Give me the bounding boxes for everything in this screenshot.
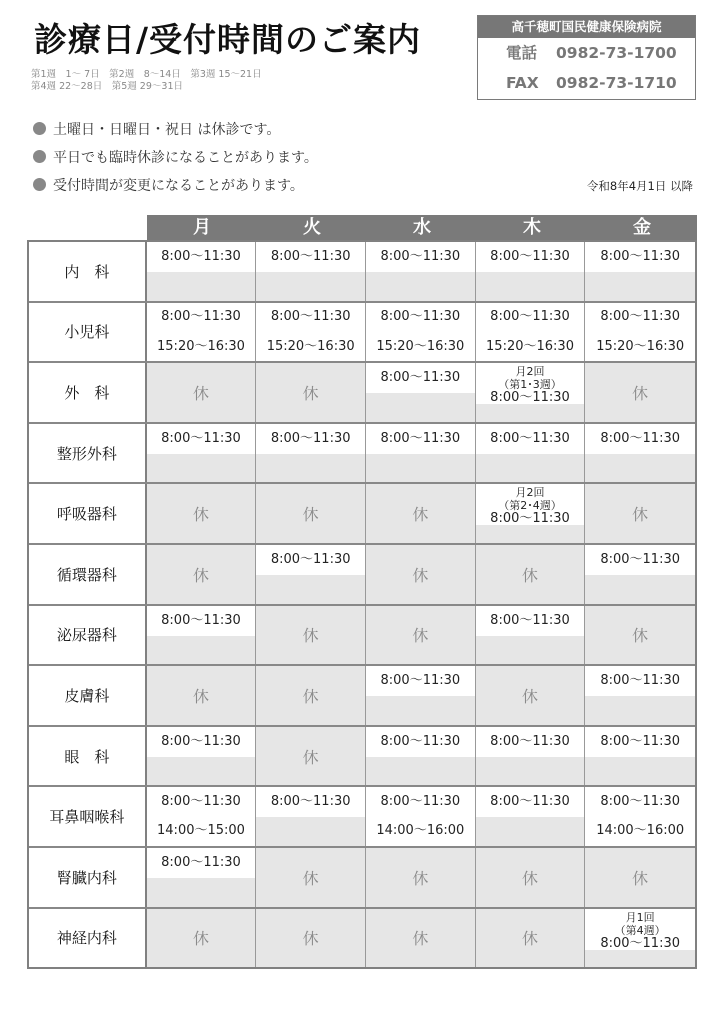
- table-row: [29, 604, 695, 665]
- closed-cell: 休: [366, 909, 476, 968]
- hours-cell: [366, 666, 476, 725]
- hours-text: 8:00～11:30: [600, 673, 681, 689]
- closed-cell: 休: [147, 484, 257, 543]
- department-name: 神経内科: [29, 909, 147, 968]
- bullet-icon: [33, 178, 46, 191]
- hours-text: 8:00～11:30: [161, 733, 241, 749]
- closed-cell: 休: [147, 666, 257, 725]
- hours-text: 15:20～16:30: [266, 338, 355, 354]
- hours-cell: [585, 242, 695, 301]
- closed-cell: 休: [476, 909, 586, 968]
- department-name: 腎臓内科: [29, 848, 147, 907]
- bullet-icon: [33, 122, 46, 135]
- closed-cell: 休: [256, 363, 366, 422]
- hours-cell: [585, 545, 695, 604]
- closed-cell: 休: [256, 606, 366, 665]
- hours-text: 8:00～11:30: [600, 430, 681, 446]
- hours-cell: [256, 787, 366, 846]
- hours-cell: [476, 606, 586, 665]
- hours-cell: [147, 787, 257, 846]
- closed-cell: 休: [256, 484, 366, 543]
- hours-text: 8:00～11:30: [380, 733, 461, 749]
- hours-cell: [147, 424, 257, 483]
- phone-line: [478, 38, 695, 68]
- hours-cell: [476, 363, 586, 422]
- hours-text: （第1･3週）: [498, 378, 562, 392]
- schedule-rows: [27, 240, 697, 969]
- hours-text: 15:20～16:30: [376, 338, 465, 354]
- table-row: [29, 422, 695, 483]
- fax-label: FAX: [506, 74, 539, 92]
- closed-cell: 休: [256, 727, 366, 786]
- hours-text: 14:00～16:00: [376, 823, 465, 839]
- hours-text: 8:00～11:30: [270, 551, 351, 567]
- closed-cell: 休: [366, 545, 476, 604]
- closed-cell: 休: [366, 484, 476, 543]
- notice-list: [33, 118, 318, 202]
- weekday-header-cell: 月: [193, 217, 211, 238]
- closed-cell: 休: [585, 848, 695, 907]
- closed-cell: 休: [147, 363, 257, 422]
- hours-text: 8:00～11:30: [380, 370, 461, 386]
- hours-text: 8:00～11:30: [490, 249, 570, 264]
- table-row: [29, 907, 695, 968]
- week-line-1: 第1週 1～ 7日 第2週 8～14日 第3週 15～21日: [31, 69, 262, 80]
- hours-text: 8:00～11:30: [490, 511, 570, 527]
- week-line-2: 第4週 22～28日 第5週 29～31日: [31, 81, 183, 92]
- hours-cell: [585, 303, 695, 362]
- hours-text: 14:00～15:00: [157, 823, 245, 839]
- hours-text: 月1回: [625, 910, 655, 924]
- department-name: 眼 科: [29, 727, 147, 786]
- hours-cell: [585, 666, 695, 725]
- hours-text: 8:00～11:30: [600, 733, 681, 749]
- phone-number: 0982-73-1700: [556, 44, 677, 62]
- closed-cell: 休: [147, 909, 257, 968]
- hours-text: 8:00～11:30: [161, 854, 241, 870]
- closed-cell: 休: [256, 909, 366, 968]
- hours-cell: [147, 848, 257, 907]
- notice-item: 受付時間が変更になることがあります。: [33, 174, 318, 202]
- hours-cell: [256, 303, 366, 362]
- department-name: 整形外科: [29, 424, 147, 483]
- hours-cell: [476, 424, 586, 483]
- hours-text: 8:00～11:30: [380, 793, 461, 809]
- hours-text: 8:00～11:30: [161, 309, 241, 325]
- department-name: 泌尿器科: [29, 606, 147, 665]
- table-row: [29, 664, 695, 725]
- hours-text: （第4週）: [614, 923, 666, 937]
- hours-cell: [476, 787, 586, 846]
- hours-text: 8:00～11:30: [270, 794, 351, 810]
- hours-cell: [256, 545, 366, 604]
- closed-cell: 休: [476, 848, 586, 907]
- hours-text: 8:00～11:30: [380, 430, 461, 446]
- hours-text: 月2回: [515, 365, 545, 379]
- fax-number: 0982-73-1710: [556, 74, 677, 92]
- hours-cell: [366, 424, 476, 483]
- hours-cell: [585, 909, 695, 968]
- department-name: 皮膚科: [29, 666, 147, 725]
- hours-text: （第2･4週）: [498, 499, 562, 513]
- closed-cell: 休: [256, 666, 366, 725]
- table-row: [29, 482, 695, 543]
- table-row: [29, 301, 695, 362]
- department-name: 呼吸器科: [29, 484, 147, 543]
- hours-text: 15:20～16:30: [486, 338, 574, 354]
- hours-text: 8:00～11:30: [490, 794, 570, 810]
- hours-text: 8:00～11:30: [161, 612, 241, 628]
- hours-text: 8:00～11:30: [380, 309, 461, 325]
- hours-text: 14:00～16:00: [596, 823, 685, 839]
- hours-cell: [256, 242, 366, 301]
- closed-cell: 休: [476, 545, 586, 604]
- closed-cell: 休: [256, 848, 366, 907]
- hours-cell: [476, 484, 586, 543]
- notice-item: 平日でも臨時休診になることがあります。: [33, 146, 318, 174]
- closed-cell: 休: [476, 666, 586, 725]
- closed-cell: 休: [366, 606, 476, 665]
- hours-cell: [476, 303, 586, 362]
- hours-text: 8:00～11:30: [490, 309, 570, 325]
- hours-cell: [366, 303, 476, 362]
- fax-line: [478, 68, 695, 98]
- hours-text: 8:00～11:30: [490, 390, 570, 406]
- closed-cell: 休: [147, 545, 257, 604]
- closed-cell: 休: [585, 484, 695, 543]
- hours-cell: [476, 242, 586, 301]
- weekday-header-cell: 金: [633, 217, 651, 238]
- hours-text: 8:00～11:30: [380, 673, 461, 689]
- hours-text: 8:00～11:30: [600, 793, 681, 809]
- page-title: 診療日/受付時間のご案内: [34, 20, 422, 59]
- weekday-header-cell: 木: [523, 217, 541, 238]
- effective-date: 令和8年4月1日 以降: [586, 179, 693, 193]
- department-name: 小児科: [29, 303, 147, 362]
- hours-text: 8:00～11:30: [270, 249, 351, 264]
- department-name: 外 科: [29, 363, 147, 422]
- hours-text: 8:00～11:30: [161, 430, 241, 446]
- table-row: [29, 242, 695, 301]
- hours-cell: [585, 424, 695, 483]
- hours-text: 8:00～11:30: [270, 430, 351, 446]
- hours-cell: [366, 363, 476, 422]
- closed-cell: 休: [366, 848, 476, 907]
- phone-label: 電話: [506, 44, 538, 62]
- hospital-contact-box: [477, 15, 696, 100]
- hours-text: 8:00～11:30: [600, 309, 681, 325]
- table-row: [29, 725, 695, 786]
- hours-text: 15:20～16:30: [157, 338, 245, 354]
- closed-cell: 休: [585, 606, 695, 665]
- hours-cell: [476, 727, 586, 786]
- hours-text: 月2回: [515, 486, 545, 500]
- hours-text: 15:20～16:30: [596, 338, 685, 354]
- hours-text: 8:00～11:30: [490, 612, 570, 628]
- hours-text: 8:00～11:30: [380, 249, 461, 264]
- hospital-name: 高千穂町国民健康保険病院: [478, 16, 695, 38]
- hours-cell: [256, 424, 366, 483]
- table-row: [29, 361, 695, 422]
- hours-cell: [366, 242, 476, 301]
- weekday-header: [147, 215, 697, 240]
- hours-cell: [147, 606, 257, 665]
- table-row: [29, 846, 695, 907]
- hours-cell: [147, 303, 257, 362]
- hours-cell: [366, 727, 476, 786]
- table-row: [29, 785, 695, 846]
- hours-text: 8:00～11:30: [600, 935, 681, 951]
- department-name: 循環器科: [29, 545, 147, 604]
- table-row: [29, 543, 695, 604]
- hours-cell: [585, 727, 695, 786]
- hours-cell: [147, 242, 257, 301]
- hours-cell: [585, 787, 695, 846]
- hours-text: 8:00～11:30: [600, 249, 681, 264]
- hours-cell: [366, 787, 476, 846]
- hours-text: 8:00～11:30: [490, 430, 570, 446]
- department-name: 内 科: [29, 242, 147, 301]
- department-name: 耳鼻咽喉科: [29, 787, 147, 846]
- weekday-header-cell: 火: [303, 217, 321, 238]
- week-definitions: [31, 69, 262, 93]
- closed-cell: 休: [585, 363, 695, 422]
- hours-text: 8:00～11:30: [490, 733, 570, 749]
- hours-text: 8:00～11:30: [161, 793, 241, 809]
- weekday-header-cell: 水: [413, 217, 431, 238]
- bullet-icon: [33, 150, 46, 163]
- hours-text: 8:00～11:30: [270, 309, 351, 325]
- notice-item: 土曜日・日曜日・祝日 は休診です。: [33, 118, 318, 146]
- hours-text: 8:00～11:30: [161, 249, 241, 264]
- hours-text: 8:00～11:30: [600, 551, 681, 567]
- hours-cell: [147, 727, 257, 786]
